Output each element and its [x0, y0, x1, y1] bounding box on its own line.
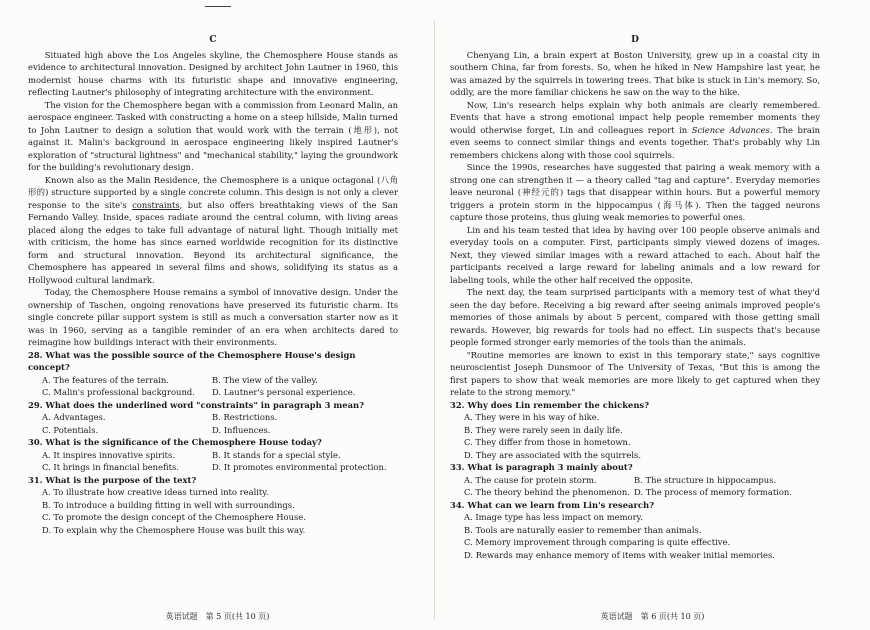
option-d[interactable]: D. Influences.: [212, 424, 271, 435]
answer-options: [28, 449, 398, 474]
option-b[interactable]: B. To introduce a building fitting in well with surroundings.: [42, 499, 295, 510]
option-c[interactable]: C. The theory behind the phenomenon.: [464, 487, 630, 497]
question-30: [28, 436, 398, 474]
passage-d-paragraph-1: Chenyang Lin, a brain expert at Boston University, grew up in a coastal city in southern China, far from forests. So, when he hiked in New Hampshire last year, he was amazed by the squirrels in towering trees. That bike is stuck in Lin's memory. So, oddly, are the more familiar chickens he saw on the way to the hike.: [450, 49, 820, 97]
passage-d-column: [450, 34, 820, 561]
exam-page-6: [435, 0, 870, 630]
section-title-c: C: [209, 35, 217, 45]
question-29: [28, 399, 398, 437]
option-b[interactable]: B. Restrictions.: [212, 412, 278, 422]
passage-d-paragraph-2: Now, Lin's research helps explain why both animals are clearly remembered. Events that have a strong emotional impact help people remember moments they would otherwise forget, Lin and colleagues report in Science Advances. The brain even seems to connect similar things and events together. That's probably why Lin remembers chickens along with those cool squirrels.: [450, 99, 820, 160]
question-33: [450, 461, 820, 499]
option-b[interactable]: B. The structure in hippocampus.: [634, 474, 777, 485]
option-d[interactable]: D. Lautner's personal experience.: [212, 387, 356, 397]
option-d[interactable]: D. It promotes environmental protection.: [212, 462, 387, 472]
question-stem: 30. What is the significance of the Chemosphere House today?: [28, 437, 322, 447]
passage-c-paragraph-1: Situated high above the Los Angeles skyline, the Chemosphere House stands as evidence to architectural innovation. Designed by architect John Lautner in 1960, this modernist house charms with its futuristic shape and innovative engineering, reflecting Lautner's philosophy of integrating architecture with the environment.: [28, 49, 398, 97]
option-c[interactable]: C. To promote the design concept of the Chemosphere House.: [42, 512, 306, 522]
option-c[interactable]: C. Potentials.: [42, 424, 99, 435]
option-d[interactable]: D. They are associated with the squirrels.: [464, 449, 642, 460]
question-34: [450, 499, 820, 562]
passage-d-paragraph-5: The next day, the team surprised participants with a memory test of what they'd seen the day before. Receiving a big reward after seeing animals improved people's memories of those animals by about 5 percent, compared with those getting small rewards. However, big rewards for tools had no effect. Lin suspects that's because people formed stronger early memories of the tools than the animals.: [450, 287, 820, 347]
question-stem: 31. What is the purpose of the text?: [28, 474, 197, 485]
journal-name: Science Advances: [691, 124, 770, 135]
answer-options: [450, 511, 820, 561]
question-32: [450, 399, 820, 462]
question-stem: 34. What can we learn from Lin's research?: [450, 499, 654, 510]
option-b[interactable]: B. They were rarely seen in daily life.: [464, 424, 623, 435]
question-stem: 32. Why does Lin remember the chickens?: [450, 399, 650, 410]
option-a[interactable]: A. They were in his way of hike.: [464, 412, 600, 422]
option-a[interactable]: A. It inspires innovative spirits.: [42, 449, 176, 460]
question-31: [28, 474, 398, 537]
option-c[interactable]: C. It brings in financial benefits.: [42, 462, 179, 472]
option-b[interactable]: B. The view of the valley.: [212, 374, 318, 385]
option-d[interactable]: D. Rewards may enhance memory of items with weaker initial memories.: [464, 549, 775, 560]
option-a[interactable]: A. The features of the terrain.: [42, 374, 169, 385]
question-28: [28, 349, 398, 399]
section-title-d: D: [631, 35, 639, 45]
option-b[interactable]: B. Tools are naturally easier to remember than animals.: [464, 524, 702, 535]
option-c[interactable]: C. They differ from those in hometown.: [464, 437, 631, 447]
page-footer: 英语试题 第 5 页(共 10 页): [165, 612, 270, 621]
answer-options: [28, 411, 398, 436]
question-stem: 33. What is paragraph 3 mainly about?: [450, 462, 633, 472]
answer-options: [28, 486, 398, 536]
option-a[interactable]: A. Image type has less impact on memory.: [464, 512, 643, 522]
answer-options: [450, 474, 820, 499]
option-d[interactable]: D. The process of memory formation.: [634, 487, 792, 497]
question-stem: 28. What was the possible source of the Chemosphere House's design concept?: [28, 349, 356, 372]
option-c[interactable]: C. Malin's professional background.: [42, 387, 195, 397]
passage-d-paragraph-4: Lin and his team tested that idea by having over 100 people observe animals and everyday tools on a computer. First, participants simply viewed dozens of images. Next, they viewed similar images with a reward attached to each. About half the participants received a large reward for labeling animals and a low reward for labeling tools, while the other half received the opposite.: [450, 224, 820, 285]
question-stem: 29. What does the underlined word "constraints" in paragraph 3 mean?: [28, 399, 365, 410]
option-a[interactable]: A. The cause for protein storm.: [464, 474, 597, 485]
passage-c-paragraph-2: The vision for the Chemosphere began with a commission from Leonard Malin, an aerospace engineer. Tasked with constructing a home on a steep hillside, Malin turned to John Lautner to design a solution that would work with the terrain (地形), not against it. Malin's background in aerospace engineering likely inspired Lautner's exploration of "structural lightness" and "mechanical stability," laying the groundwork for the building's revolutionary design.: [28, 99, 398, 172]
passage-c-paragraph-3: Known also as the Malin Residence, the Chemosphere is a unique octagonal (八角形的) structure supported by a single concrete column. This design is not only a clever response to the site's constraints, but also offers breathtaking views of the San Fernando Valley. Inside, spaces radiate around the central column, with living areas placed along the edges to take full advantage of natural light. Though initially met with criticism, the home has since earned worldwide recognition for its distinctive form and structural innovation. Beyond its architectural significance, the Chemosphere has appeared in several films and shows, solidifying its status as a Hollywood cultural landmark.: [28, 174, 398, 285]
option-a[interactable]: A. To illustrate how creative ideas turned into reality.: [42, 487, 269, 497]
option-a[interactable]: A. Advantages.: [42, 412, 106, 422]
passage-c-paragraph-4: Today, the Chemosphere House remains a symbol of innovative design. Under the ownership of Taschen, ongoing renovations have preserved its futuristic charm. Its single concrete pillar support system is still as much a conversation starter now as it was in 1960, serving as a tangible reminder of an era when architects dared to reimagine how buildings interact with their environments.: [28, 287, 398, 347]
passage-c-column: [28, 34, 398, 536]
passage-d-paragraph-3: Since the 1990s, researches have suggested that pairing a weak memory with a strong one can strengthen it — a theory called "tag and capture". Everyday memories leave neuronal (神经元的) tags that disappear within hours. But a powerful memory triggers a protein storm in the hippocampus (海马体). Then the tagged neurons capture those proteins, thus gluing weak memories to powerful ones.: [450, 162, 820, 222]
answer-options: [28, 374, 398, 399]
underlined-word-constraints: constraints: [132, 199, 180, 210]
page-footer: 英语试题 第 6 页(共 10 页): [600, 612, 705, 621]
option-d[interactable]: D. To explain why the Chemosphere House was built this way.: [42, 524, 306, 535]
passage-d-paragraph-6: "Routine memories are known to exist in this temporary state," says cognitive neuroscientist Joseph Dunsmoor of The University of Texas, "But this is among the first papers to show that weak memories are more likely to get captured when they relate to the strong memory.": [450, 349, 820, 397]
option-b[interactable]: B. It stands for a special style.: [212, 449, 341, 460]
option-c[interactable]: C. Memory improvement through comparing is quite effective.: [464, 537, 731, 547]
answer-options: [450, 411, 820, 461]
